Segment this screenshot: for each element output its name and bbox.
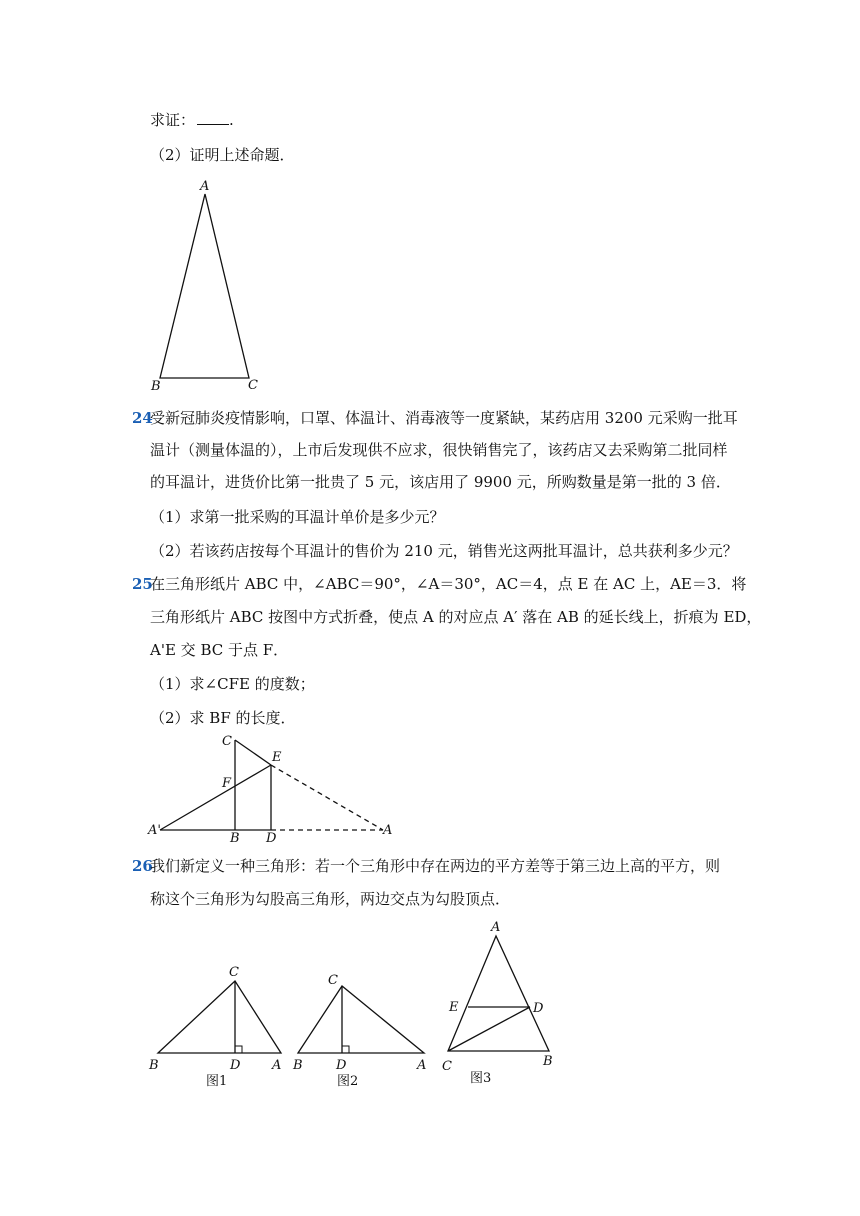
point-label-e: E [272,750,282,765]
q23-part2: （2）证明上述命题． [150,146,295,164]
q25-line-2: 三角形纸片 ABC 按图中方式折叠，使点 A 的对应点 A′ 落在 AB 的延长线上，折痕为 ED， [150,608,762,626]
fig3-label-d: D [533,1001,544,1016]
fig1-label-a: A [272,1058,282,1073]
point-label-c: C [222,734,232,749]
q25-part1: （1）求∠CFE 的度数； [150,675,315,693]
segment-a-prime-e [160,765,271,830]
fig2-label-b: B [293,1058,303,1073]
vertex-label-b: B [151,379,161,394]
fig1-caption: 图1 [206,1074,228,1089]
fig3-label-a: A [491,920,501,935]
segment-ce [235,740,271,765]
point-label-b: B [230,831,240,843]
fig1-label-b: B [149,1058,159,1073]
fig3-label-b: B [543,1054,553,1069]
right-angle-mark-2 [342,1046,349,1053]
q25-line-1: 在三角形纸片 ABC 中，∠ABC＝90°，∠A＝30°，AC＝4，点 E 在 AC 上，AE＝3．将 [150,575,747,593]
triangle-bca [158,981,281,1053]
q24-line-3: 的耳温计，进货价比第一批贵了 5 元，该店用了 9900 元，所购数量是第一批的 3 倍． [150,473,731,491]
right-angle-mark [235,1046,242,1053]
q24-line-1: 受新冠肺炎疫情影响，口罩、体温计、消毒液等一度紧缺，某药店用 3200 元采购一批耳 [150,409,738,427]
figure-1 [145,960,290,1090]
q23-figure [145,172,275,394]
fig2-label-a: A [417,1058,427,1073]
q25-line-3: A'E 交 BC 于点 F． [150,641,289,659]
vertex-label-c: C [248,378,258,393]
q25-part2: （2）求 BF 的长度． [150,709,296,727]
triangle-acb [448,936,549,1051]
fig3-label-e: E [449,1000,459,1015]
prove-line [150,110,234,130]
question-number-26: 26 [132,857,153,875]
point-label-f: F [222,776,232,791]
fig1-label-c: C [229,965,239,980]
fig2-label-c: C [328,973,338,988]
question-number-25: 25 [132,575,153,593]
q26-line-2: 称这个三角形为勾股高三角形，两边交点为勾股顶点． [150,890,511,908]
q26-line-1: 我们新定义一种三角形：若一个三角形中存在两边的平方差等于第三边上高的平方，则 [150,857,721,875]
q24-part2: （2）若该药店按每个耳温计的售价为 210 元，销售光这两批耳温计，总共获利多少元？ [150,542,738,560]
segment-cd [448,1007,530,1051]
prove-end: . [229,111,234,129]
point-label-a: A [383,823,393,838]
q24-part1: （1）求第一批采购的耳温计单价是多少元？ [150,508,445,526]
isosceles-triangle [160,194,249,378]
question-number-24: 24 [132,409,153,427]
q24-line-2: 温计（测量体温的），上市后发现供不应求，很快销售完了，该药店又去采购第二批同样 [150,441,728,459]
figure-2 [290,966,435,1090]
answer-blank [197,110,229,125]
fig3-caption: 图3 [470,1071,492,1086]
point-label-d: D [266,831,277,843]
fig2-caption: 图2 [337,1074,359,1089]
fig3-label-c: C [442,1059,452,1074]
fig2-label-d: D [336,1058,347,1073]
triangle-bca-2 [298,986,424,1053]
q25-fold-figure [145,728,400,843]
dashed-ea [271,765,383,830]
point-label-a-prime: A' [148,823,161,838]
vertex-label-a: A [200,179,210,194]
fig1-label-d: D [230,1058,241,1073]
prove-label: 求证： [150,111,196,129]
figure-3 [438,916,563,1086]
